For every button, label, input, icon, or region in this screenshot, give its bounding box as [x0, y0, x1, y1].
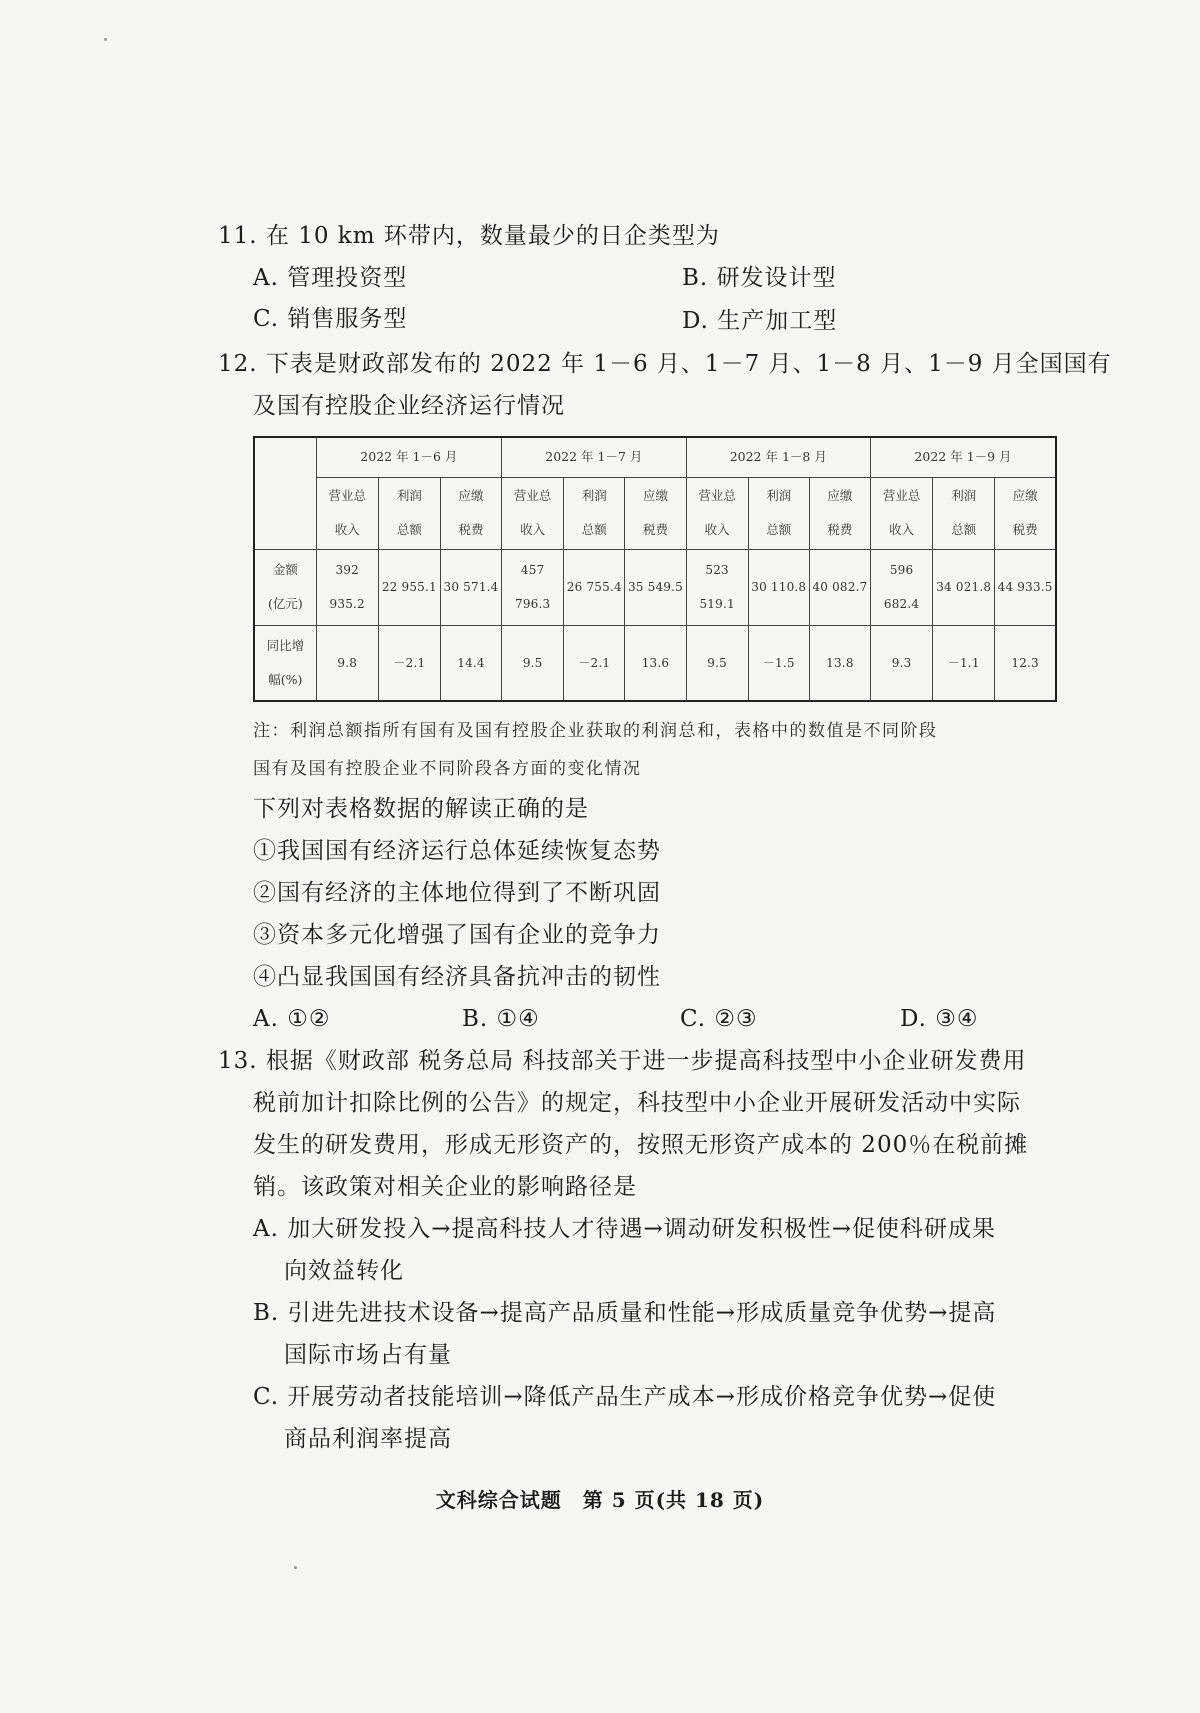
- q11-stem: 11. 在 10 km 环带内，数量最少的日企类型为: [218, 223, 720, 249]
- growth-cell: 13.8: [809, 625, 870, 701]
- growth-cell: 14.4: [440, 625, 501, 701]
- metric-header-revenue: 营业总 收入: [316, 477, 378, 549]
- metric-header-revenue: 营业总 收入: [502, 477, 564, 549]
- amount-cell: 35 549.5: [625, 549, 686, 625]
- q12-statement-1: ①我国国有经济运行总体延续恢复态势: [253, 838, 661, 864]
- page-footer: 文科综合试题 第 5 页(共 18 页): [435, 1488, 765, 1512]
- q12-prompt: 下列对表格数据的解读正确的是: [253, 796, 589, 822]
- q12-option-a: A. ①②: [253, 1006, 331, 1032]
- metric-header-tax: 应缴 税费: [440, 477, 501, 549]
- amount-cell: 457 796.3: [502, 549, 564, 625]
- amount-cell: 30 571.4: [440, 549, 501, 625]
- q13-option-c-line1: C. 开展劳动者技能培训→降低产品生产成本→形成价格竞争优势→促使: [253, 1384, 997, 1410]
- row-header-growth: 同比增 幅(%): [254, 625, 316, 701]
- row-header-amount: 金额 (亿元): [254, 549, 316, 625]
- q13-stem-line4: 销。该政策对相关企业的影响路径是: [253, 1174, 637, 1200]
- scan-speck: [104, 38, 107, 41]
- q11-option-b: B. 研发设计型: [682, 265, 837, 291]
- q13-option-a-line2: 向效益转化: [284, 1258, 404, 1284]
- q13-option-c-line2: 商品利润率提高: [284, 1426, 452, 1452]
- amount-cell: 44 933.5: [995, 549, 1056, 625]
- metric-header-profit: 利润 总额: [378, 477, 440, 549]
- q13-option-a-line1: A. 加大研发投入→提高科技人才待遇→调动研发积极性→促使科研成果: [253, 1216, 997, 1242]
- amount-cell: 34 021.8: [933, 549, 995, 625]
- amount-cell: 22 955.1: [378, 549, 440, 625]
- q11-option-d: D. 生产加工型: [682, 308, 838, 334]
- q12-statement-2: ②国有经济的主体地位得到了不断巩固: [253, 880, 661, 906]
- table-corner-cell: [254, 437, 316, 549]
- metric-header-tax: 应缴 税费: [995, 477, 1056, 549]
- amount-cell: 40 082.7: [809, 549, 870, 625]
- table-note-line2: 国有及国有控股企业不同阶段各方面的变化情况: [253, 759, 642, 779]
- q13-stem-line2: 税前加计扣除比例的公告》的规定，科技型中小企业开展研发活动中实际: [253, 1090, 1021, 1116]
- q13-option-b-line1: B. 引进先进技术设备→提高产品质量和性能→形成质量竞争优势→提高: [253, 1300, 997, 1326]
- table-row-amount: [254, 549, 1056, 625]
- growth-cell: 9.8: [316, 625, 378, 701]
- q13-option-b-line2: 国际市场占有量: [284, 1342, 452, 1368]
- q13-stem-line3: 发生的研发费用，形成无形资产的，按照无形资产成本的 200％在税前摊: [253, 1132, 1029, 1158]
- growth-cell: －2.1: [378, 625, 440, 701]
- growth-cell: 9.3: [871, 625, 933, 701]
- q12-stem-line1: 12. 下表是财政部发布的 2022 年 1－6 月、1－7 月、1－8 月、1－9 月全国国有: [218, 351, 1112, 377]
- period-header: 2022 年 1－7 月: [502, 437, 686, 477]
- amount-cell: 392 935.2: [316, 549, 378, 625]
- q12-option-d: D. ③④: [900, 1006, 979, 1032]
- metric-header-profit: 利润 总额: [564, 477, 625, 549]
- soe-performance-table: [253, 436, 1057, 702]
- growth-cell: 12.3: [995, 625, 1056, 701]
- growth-cell: 9.5: [502, 625, 564, 701]
- metric-header-revenue: 营业总 收入: [686, 477, 748, 549]
- growth-cell: －1.1: [933, 625, 995, 701]
- period-header: 2022 年 1－6 月: [316, 437, 501, 477]
- metric-header-revenue: 营业总 收入: [871, 477, 933, 549]
- q13-stem-line1: 13. 根据《财政部 税务总局 科技部关于进一步提高科技型中小企业研发费用: [218, 1048, 1027, 1074]
- metric-header-profit: 利润 总额: [933, 477, 995, 549]
- table-note-line1: 注：利润总额指所有国有及国有控股企业获取的利润总和，表格中的数值是不同阶段: [253, 721, 938, 741]
- growth-cell: 9.5: [686, 625, 748, 701]
- growth-cell: 13.6: [625, 625, 686, 701]
- q12-stem-line2: 及国有控股企业经济运行情况: [253, 393, 565, 419]
- scan-speck: [294, 1566, 297, 1569]
- metric-header-tax: 应缴 税费: [809, 477, 870, 549]
- metric-header-profit: 利润 总额: [748, 477, 809, 549]
- metric-header-tax: 应缴 税费: [625, 477, 686, 549]
- q12-statement-3: ③资本多元化增强了国有企业的竞争力: [253, 922, 661, 948]
- q12-statement-4: ④凸显我国国有经济具备抗冲击的韧性: [253, 964, 661, 990]
- growth-cell: －1.5: [748, 625, 809, 701]
- period-header: 2022 年 1－8 月: [686, 437, 870, 477]
- amount-cell: 30 110.8: [748, 549, 809, 625]
- amount-cell: 523 519.1: [686, 549, 748, 625]
- growth-cell: －2.1: [564, 625, 625, 701]
- q12-option-c: C. ②③: [680, 1006, 758, 1032]
- q11-option-a: A. 管理投资型: [253, 265, 408, 291]
- table-row-growth: [254, 625, 1056, 701]
- q12-option-b: B. ①④: [462, 1006, 540, 1032]
- amount-cell: 596 682.4: [871, 549, 933, 625]
- amount-cell: 26 755.4: [564, 549, 625, 625]
- period-header: 2022 年 1－9 月: [871, 437, 1057, 477]
- q11-option-c: C. 销售服务型: [253, 306, 408, 332]
